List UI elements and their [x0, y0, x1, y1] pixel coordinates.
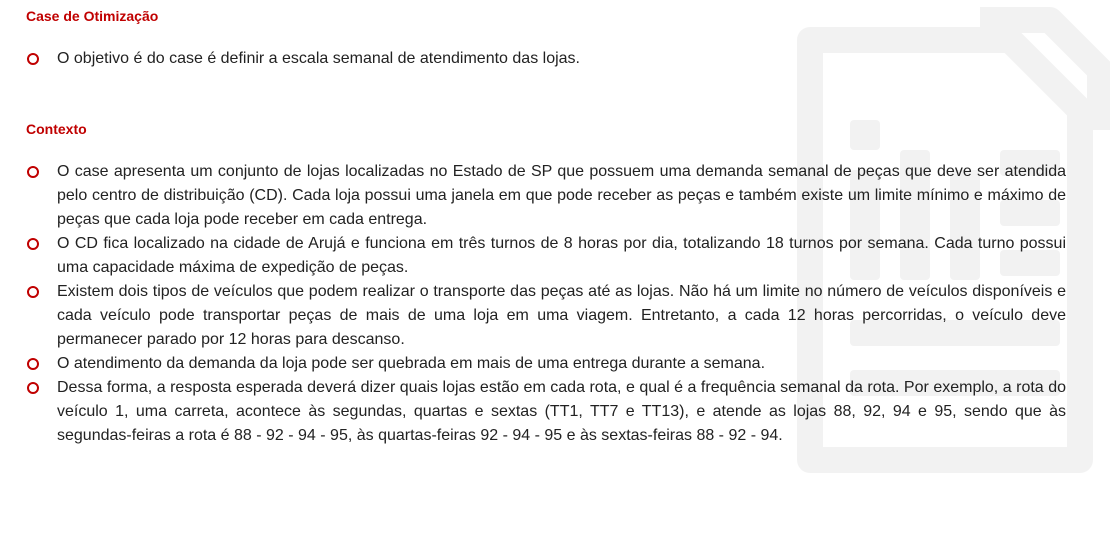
- bullet-text: O case apresenta um conjunto de lojas localizadas no Estado de SP que possuem uma demanda semanal de peças que deve ser atendida pelo centro de distribuição (CD). Cada loja possui uma janela em que pode receber as peças e também existe um limite mínimo e máximo de peças que cada loja pode receber em cada entrega.: [57, 163, 1066, 228]
- list-item: [26, 47, 1066, 71]
- bullet-text: O objetivo é do case é definir a escala semanal de atendimento das lojas.: [57, 50, 580, 67]
- circle-bullet-icon: [27, 286, 39, 298]
- circle-bullet-icon: [27, 53, 39, 65]
- list-item: [26, 376, 1066, 448]
- circle-bullet-icon: [27, 382, 39, 394]
- case-bullet-list: [26, 47, 1066, 71]
- circle-bullet-icon: [27, 238, 39, 250]
- list-item: [26, 352, 1066, 376]
- circle-bullet-icon: [27, 166, 39, 178]
- section-title-case: Case de Otimização: [26, 8, 159, 24]
- section-title-contexto: Contexto: [26, 121, 87, 137]
- context-bullet-list: [26, 160, 1066, 448]
- bullet-text: O CD fica localizado na cidade de Arujá e funciona em três turnos de 8 horas por dia, totalizando 18 turnos por semana. Cada turno possui uma capacidade máxima de expedição de peças.: [57, 235, 1066, 276]
- list-item: [26, 232, 1066, 280]
- circle-bullet-icon: [27, 358, 39, 370]
- bullet-text: Existem dois tipos de veículos que podem realizar o transporte das peças até as lojas. Não há um limite no número de veículos disponíveis e cada veículo pode transportar peças de mais de uma loja em uma viagem. Entretanto, a cada 12 horas percorridas, o veículo deve permanecer parado por 12 horas para descanso.: [57, 283, 1066, 348]
- list-item: [26, 280, 1066, 352]
- list-item: [26, 160, 1066, 232]
- bullet-text: Dessa forma, a resposta esperada deverá dizer quais lojas estão em cada rota, e qual é a frequência semanal da rota. Por exemplo, a rota do veículo 1, uma carreta, acontece às segundas, quartas e sextas (TT1, TT7 e TT13), e atende as lojas 88, 92, 94 e 95, sendo que às segundas-feiras a rota é 88 - 92 - 94 - 95, às quartas-feiras 92 - 94 - 95 e às sextas-feiras 88 - 92 - 94.: [57, 379, 1066, 444]
- bullet-text: O atendimento da demanda da loja pode ser quebrada em mais de uma entrega durante a semana.: [57, 355, 766, 372]
